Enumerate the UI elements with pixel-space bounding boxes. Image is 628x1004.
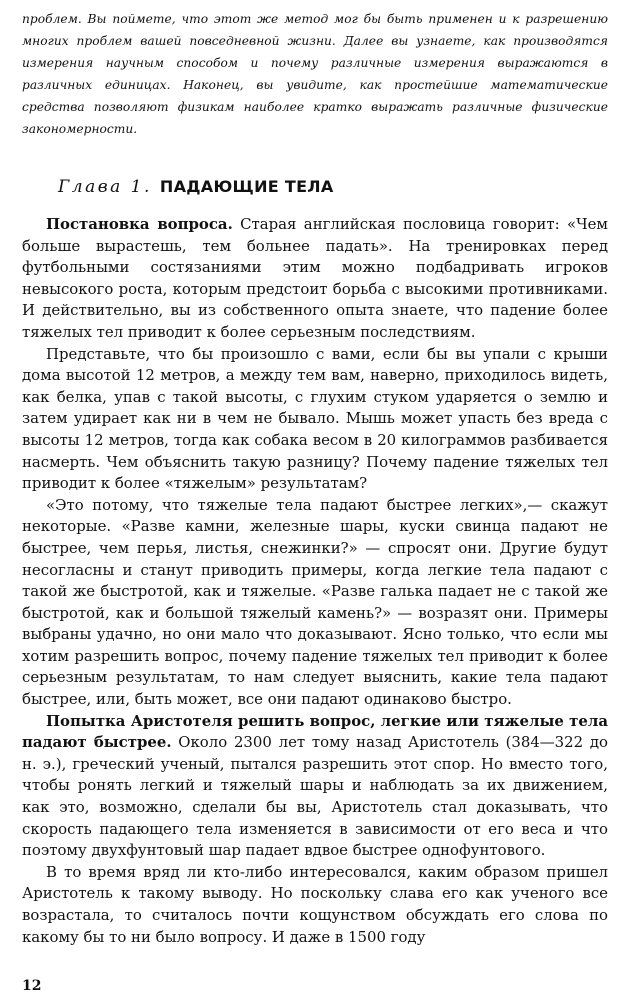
page-number: 12 — [22, 978, 42, 994]
paragraph-text: В то время вряд ли кто-либо интересовался, каким образом пришел Аристотель к такому выводу. Но поскольку слава его как ученого все возрастала, то считалось почти кощунством обсуждать его слова по какому бы то ни было вопросу. И даже в 1500 году — [22, 862, 608, 946]
paragraph-text: Представьте, что бы произошло с вами, если бы вы упали с крыши дома высотой 12 метров, а между тем вам, наверно, приходилось видеть, как белка, упав с такой высоты, с глухим стуком ударяется о землю и затем удирает как ни в чем не бывало. Мышь может упасть без вреда с высоты 12 метров, тогда как собака весом в 20 килограммов разбивается насмерть. Чем объяснить такую разницу? Почему падение тяжелых тел приводит к более «тяжелым» результатам? — [22, 344, 608, 493]
chapter-title: ПАДАЮЩИЕ ТЕЛА — [159, 177, 334, 196]
intro-paragraph: проблем. Вы поймете, что этот же метод мог бы быть применен и к разрешению многих проблем вашей повседневной жизни. Далее вы узнаете, как производятся измерения научным способом и почему различные измерения выражаются в различных единицах. Наконец, вы увидите, как простейшие математические средства позволяют физикам наиболее кратко выражать различные физические закономерности. — [22, 12, 608, 136]
chapter-label: Глава 1. — [58, 177, 152, 197]
paragraph — [22, 214, 608, 344]
paragraph — [22, 344, 608, 495]
book-page — [22, 8, 608, 998]
paragraph-text: Около 2300 лет тому назад Аристотель (384—322 до н. э.), греческий ученый, пытался разрешить этот спор. Но вместо того, чтобы ронять легкий и тяжелый шары и наблюдать за их движением, как это, возможно, сделали бы вы, Аристотель стал доказывать, что скорость падающего тела изменяется в зависимости от его веса и что поэтому двухфунтовый шар падает вдвое быстрее однофунтового. — [22, 733, 609, 860]
chapter-heading — [58, 174, 608, 200]
paragraph — [22, 711, 608, 862]
paragraph-text: «Это потому, что тяжелые тела падают быстрее легких»,— скажут некоторые. «Разве камни, железные шары, куски свинца падают не быстрее, чем перья, листья, снежинки?» — спросят они. Другие будут несогласны и станут приводить примеры, когда легкие тела падают с такой же быстротой, как и тяжелые. «Разве галька падает не с такой же быстротой, как и большой тяжелый камень?» — возразят они. Примеры выбраны удачно, но они мало что доказывают. Ясно только, что если мы хотим разрешить вопрос, почему падение тяжелых тел приводит к более серьезным результатам, то нам следует выяснить, какие тела падают быстрее, или, быть может, все они падают одинаково быстро. — [22, 495, 608, 709]
paragraph-lead: Попытка Аристотеля решить вопрос, легкие или тяжелые тела падают быстрее. — [22, 711, 608, 752]
paragraph-lead: Постановка вопроса. — [46, 215, 233, 233]
paragraph — [22, 495, 608, 711]
paragraph — [22, 862, 608, 948]
chapter-body — [22, 214, 608, 948]
paragraph-text: Старая английская пословица говорит: «Чем больше вырастешь, тем больнее падать». На тренировках перед футбольными состязаниями этим можно подбадривать игроков невысокого роста, которым предстоит борьба с высокими противниками. И действительно, вы из собственного опыта знаете, что падение более тяжелых тел приводит к более серьезным последствиям. — [22, 215, 608, 341]
